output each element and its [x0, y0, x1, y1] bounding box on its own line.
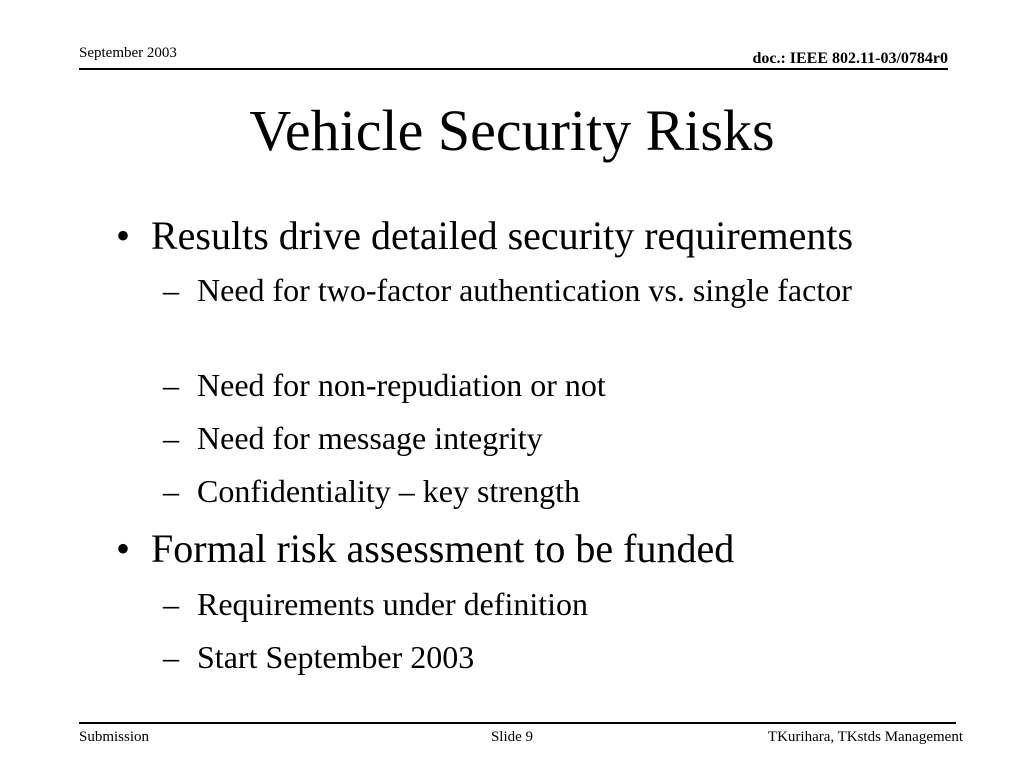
bullet-text: Formal risk assessment to be funded — [151, 526, 735, 571]
footer-submission: Submission — [79, 729, 150, 745]
footer-slide-number: Slide 9 — [490, 729, 534, 745]
header-doc-id: doc.: IEEE 802.11-03/0784r0 — [752, 50, 948, 67]
sub-bullet-marker: – — [163, 639, 179, 675]
sub-bullet-marker: – — [163, 473, 179, 509]
sub-bullet-marker: – — [163, 367, 179, 403]
sub-bullet-marker: – — [163, 586, 179, 622]
slide-title: Vehicle Security Risks — [249, 98, 775, 163]
header-date: September 2003 — [79, 45, 177, 61]
sub-bullet-text: Confidentiality – key strength — [197, 473, 581, 509]
sub-bullet-text: Requirements under definition — [197, 586, 589, 622]
sub-bullet-text: Start September 2003 — [197, 639, 475, 675]
bullet-marker: • — [116, 213, 131, 258]
sub-bullet-text: Need for message integrity — [197, 420, 543, 456]
footer-author: TKurihara, TKstds Management — [767, 729, 963, 745]
sub-bullet-text: Need for two-factor authentication vs. single factor — [197, 272, 852, 308]
bullet-marker: • — [116, 526, 131, 571]
sub-bullet-marker: – — [163, 420, 179, 456]
bullet-text: Results drive detailed security requirements — [151, 213, 854, 258]
footer-rule — [79, 722, 956, 724]
sub-bullet-marker: – — [163, 272, 179, 308]
sub-bullet-text: Need for non-repudiation or not — [197, 367, 606, 403]
